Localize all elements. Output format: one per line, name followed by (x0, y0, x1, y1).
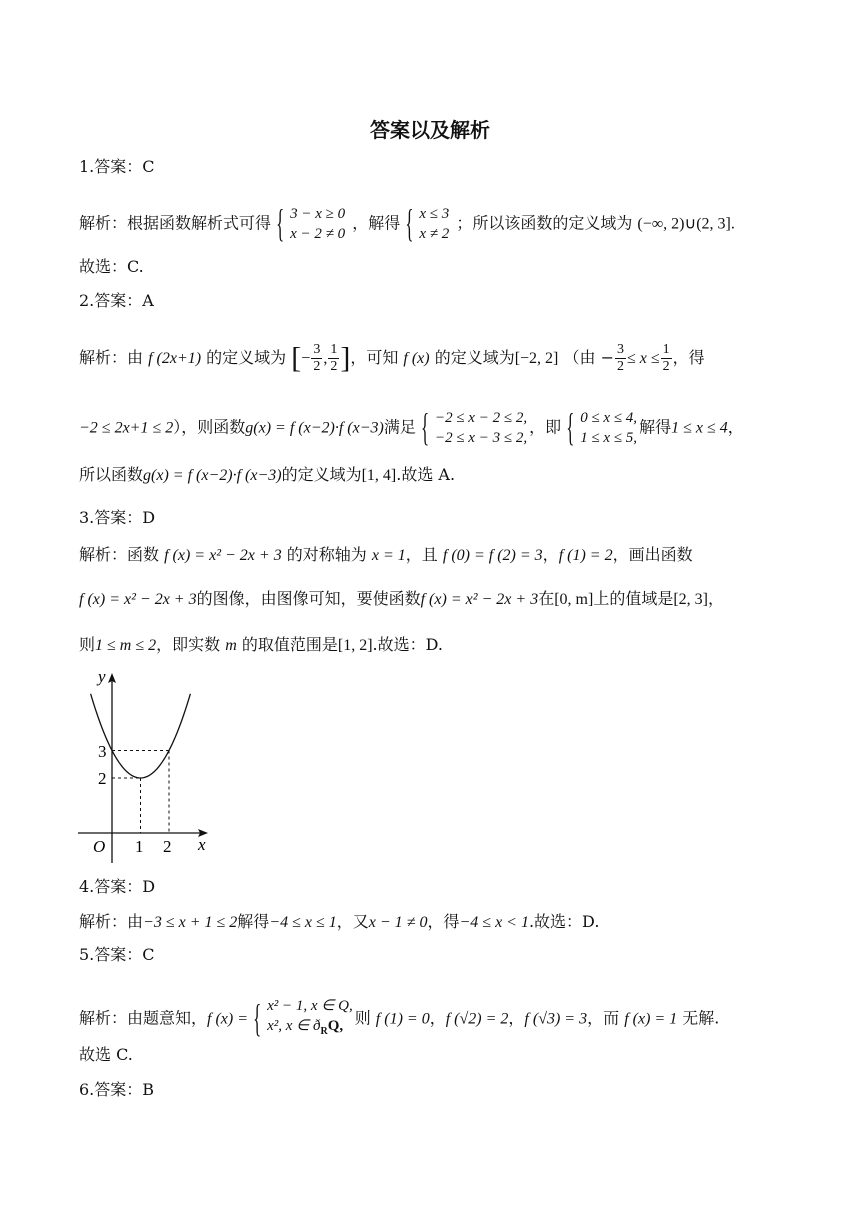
q2-l1-int2: [−2, 2] (514, 350, 559, 367)
q2-l3-a: 所以函数 (79, 465, 144, 484)
q2-sys4-row2: 1 ≤ x ≤ 5, (580, 430, 638, 446)
q2-frac-a-den: 2 (313, 359, 321, 374)
q2-frac-d (661, 342, 672, 375)
q2-frac-b-num: 1 (330, 342, 338, 357)
q5-sol-m4: f (x) = 1 (624, 1010, 678, 1028)
q4-sol-m3: x − 1 ≠ 0 (368, 914, 428, 931)
q3-l2-f2: f (x) = x² − 2x + 3 (420, 591, 539, 608)
q1-solution (79, 204, 735, 244)
q4-sol-e: .故选：D. (528, 912, 600, 931)
q2-system-3 (423, 408, 527, 448)
q2-l2-comma: ， (727, 417, 744, 437)
q3-l3-d: .故选：D. (372, 635, 443, 654)
q3-answer: 3.答案：D (79, 508, 156, 527)
q2-l1-e: （由 − (563, 348, 614, 367)
q2-l2-a: −2 ≤ 2x+1 ≤ 2 (79, 419, 174, 437)
q2-l1-d: 的定义域为 (429, 348, 515, 367)
q2-line-3 (79, 464, 455, 487)
q2-l2-e: 解得 (639, 417, 672, 437)
q5-sol-m3: f (√3) = 3 (524, 1010, 588, 1028)
q3-l1-vals: f (0) = f (2) = 3 (442, 547, 543, 564)
q3-l3-c: 的取值范围是 (236, 635, 338, 654)
q1-domain: (−∞, 2)∪(2, 3]. (637, 215, 735, 233)
q5-sys-row2-end: Q, (327, 1018, 344, 1034)
q2-frac-c (615, 342, 626, 375)
q3-l2-f: f (x) = x² − 2x + 3 (79, 591, 197, 608)
q5-sol-f2: 无解. (677, 1008, 720, 1028)
q4-sol-m1: −3 ≤ x + 1 ≤ 2 (143, 914, 238, 931)
q1-answer: 1.答案：C (79, 157, 155, 176)
q1-sol-end-text: ；所以该函数的定义域为 (456, 213, 633, 233)
q4-sol-m2: −4 ≤ x ≤ 1 (269, 914, 337, 931)
q2-l2-f: 1 ≤ x ≤ 4 (671, 419, 728, 437)
q2-l3-g: g(x) = f (x−2)·f (x−3) (143, 467, 282, 484)
q2-l1-fx: f (x) (403, 350, 430, 367)
q1-sol-mid: ，解得 (352, 213, 401, 233)
q1-sys2-row1: { x ≤ 3 (419, 206, 450, 222)
q5-sol-a: 解析：由题意知， (79, 1008, 208, 1028)
q3-l1-f: f (x) = x² − 2x + 3 (164, 547, 282, 564)
q2-l3-c: .故选 A. (396, 465, 456, 484)
q3-l2-b: 在 (538, 589, 555, 608)
q2-frac-d-num: 1 (662, 342, 670, 357)
q1-sys1-row1: { 3 − x ≥ 0 (290, 206, 346, 222)
q3-l3-b: ，即实数 (156, 635, 226, 654)
q3-l2-a: 的图像，由图像可知，要使函数 (196, 589, 421, 608)
q2-frac-a-num: 3 (313, 342, 321, 357)
q2-l2-c: 满足 (383, 417, 416, 437)
q4-sol-d: ，得 (427, 912, 460, 931)
q5-sol-f: f (x) = (207, 1010, 249, 1028)
q4-solution (79, 911, 599, 934)
q2-frac-c-num: 3 (616, 342, 624, 357)
tick-x1: 1 (135, 837, 144, 856)
q2-l2-d: ，即 (529, 417, 562, 437)
q5-sol-c: ， (429, 1008, 446, 1028)
q3-line-2 (79, 588, 724, 611)
q5-sol-d: ， (508, 1008, 525, 1028)
q2-l1-a: 解析：由 (79, 348, 149, 367)
q2-minus: − (301, 350, 311, 367)
q3-l2-range: [2, 3] (673, 591, 708, 608)
q2-l2-g: g(x) = f (x−2)·f (x−3) (245, 419, 384, 437)
q2-sys3-row1: { −2 ≤ x − 2 ≤ 2, (434, 410, 528, 426)
q1-sys2-row2: x ≠ 2 (419, 226, 450, 242)
q2-sys3-row2: −2 ≤ x − 3 ≤ 2, (434, 430, 528, 446)
q1-conclusion: 故选：C. (79, 257, 144, 276)
q6-answer: 6.答案：B (79, 1080, 155, 1099)
q2-bracket-close: ] (340, 341, 351, 375)
q3-l3-m: m (225, 637, 237, 654)
parabola-curve (91, 694, 191, 778)
q5-sys-row1: { x² − 1, x ∈ Q, (267, 998, 353, 1014)
q2-line-2 (79, 408, 744, 448)
q3-l1-b: 的对称轴为 (281, 545, 372, 564)
q3-l3-a: 则 (79, 635, 96, 654)
q5-sys-row2-main: x², x ∈ ð (267, 1018, 321, 1034)
q5-piecewise (255, 996, 353, 1042)
q2-comma: , (323, 350, 328, 367)
q4-sol-b: 解得 (237, 912, 270, 931)
q2-l2-b: ），则函数 (173, 417, 246, 437)
q2-frac-b-den: 2 (330, 359, 338, 374)
q3-l2-int: [0, m] (554, 591, 594, 608)
q5-sol-m1: f (1) = 0 (375, 1010, 430, 1028)
q5-conclusion: 故选 C. (79, 1045, 133, 1064)
q2-l1-f2: ，得 (672, 348, 705, 367)
q4-sol-c: ，又 (336, 912, 369, 931)
x-axis-label: x (198, 835, 206, 854)
q2-line-1 (79, 342, 705, 375)
tick-x2: 2 (163, 837, 172, 856)
q2-l3-int: [1, 4] (361, 467, 397, 484)
q3-l1-a: 解析：函数 (79, 545, 165, 564)
q3-l1-d: ， (542, 545, 559, 564)
q1-sys1-row2: x − 2 ≠ 0 (290, 226, 346, 242)
q1-system-1 (278, 204, 345, 244)
q3-l2-d: ， (708, 589, 725, 608)
q3-line-1 (79, 544, 693, 567)
q2-frac-a (311, 342, 322, 375)
q2-frac-d-den: 2 (662, 359, 670, 374)
origin-label: O (93, 837, 106, 856)
q2-l1-c: ，可知 (350, 348, 404, 367)
q3-l3-ineq: 1 ≤ m ≤ 2 (95, 637, 157, 654)
q2-l1-b: 的定义域为 (201, 348, 287, 367)
q3-line-3 (79, 634, 443, 657)
q3-l1-axis: x = 1 (371, 547, 406, 564)
q2-system-4 (568, 408, 637, 448)
tick-y3: 3 (98, 742, 107, 761)
q2-l1-f: f (2x+1) (148, 350, 202, 367)
q3-l1-f1: f (1) = 2 (558, 547, 613, 564)
page-title: 答案以及解析 (370, 118, 490, 142)
q3-l1-c: ，且 (405, 545, 443, 564)
q1-sol-prefix: 解析：根据函数解析式可得 (79, 213, 272, 233)
q2-l1-ineq: ≤ x ≤ (626, 350, 660, 367)
q4-sol-m4: −4 ≤ x < 1 (459, 914, 529, 931)
q4-answer: 4.答案：D (79, 877, 156, 896)
q3-l3-int: [1, 2] (337, 637, 373, 654)
parabola-graph (78, 668, 228, 868)
q5-answer: 5.答案：C (79, 945, 155, 964)
q4-sol-a: 解析：由 (79, 912, 144, 931)
q5-sys-row2 (267, 1016, 353, 1042)
q2-l3-b: 的定义域为 (281, 465, 362, 484)
q1-system-2 (407, 204, 449, 244)
q5-sol-b: 则 (354, 1008, 376, 1028)
q2-sys4-row1: { 0 ≤ x ≤ 4, (580, 410, 638, 426)
q5-sol-e: ，而 (587, 1008, 625, 1028)
q5-sol-m2: f (√2) = 2 (445, 1010, 509, 1028)
q2-frac-c-den: 2 (616, 359, 624, 374)
q5-solution (79, 996, 719, 1042)
q2-frac-b (328, 342, 339, 375)
tick-y2: 2 (98, 769, 107, 788)
q2-answer: 2.答案：A (79, 291, 154, 310)
q3-l1-e: ，画出函数 (612, 545, 693, 564)
q5-sys-row2-sub: R (320, 1026, 328, 1037)
y-axis-label: y (98, 668, 106, 686)
q3-l2-c: 上的值域是 (593, 589, 674, 608)
q2-bracket-open: [ (291, 341, 302, 375)
